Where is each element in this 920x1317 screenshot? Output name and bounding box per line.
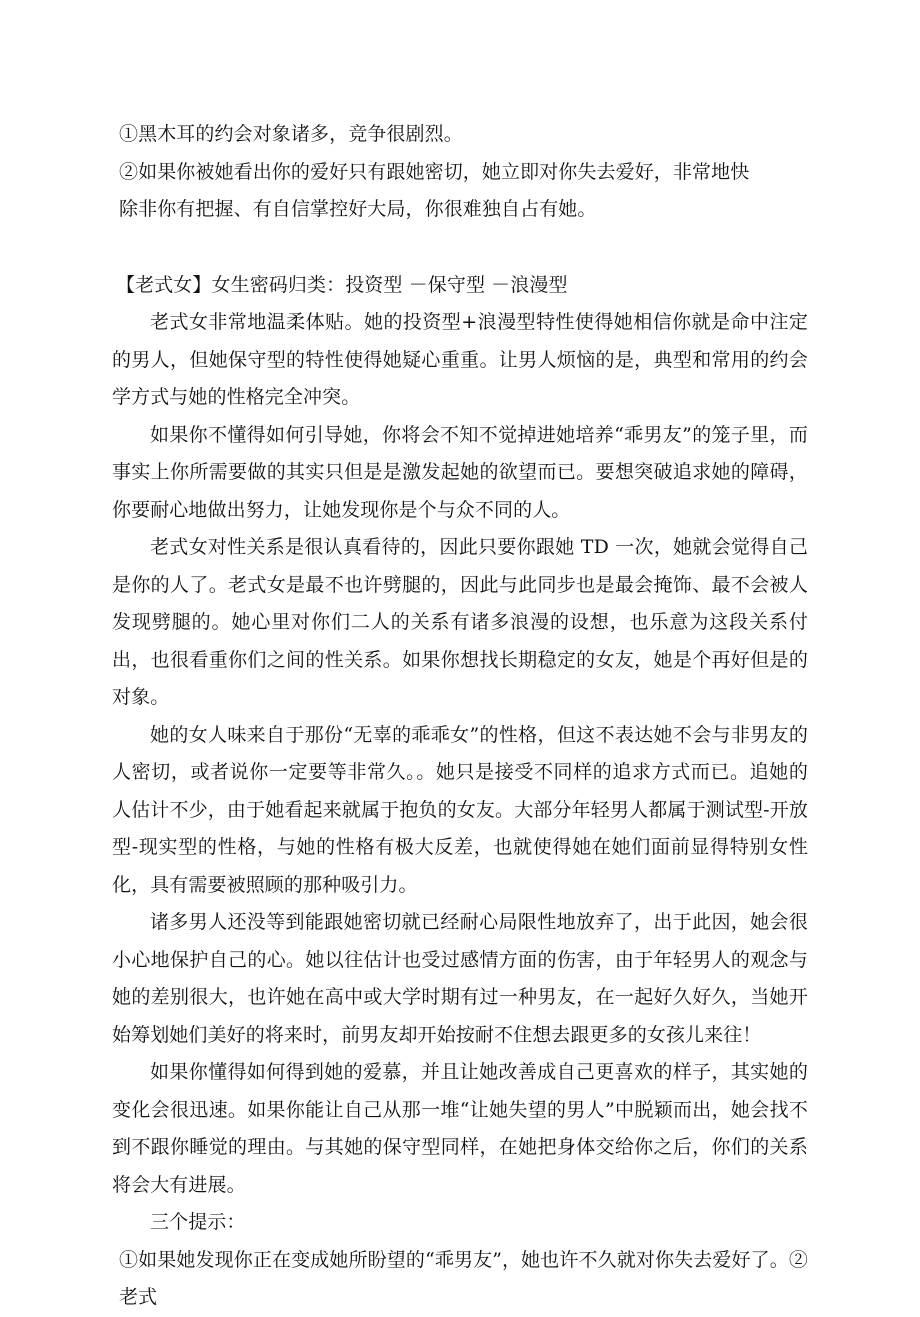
paragraph-4: 她的女人味来自于那份“无辜的乖乖女”的性格，但这不表达她不会与非男友的人密切，或者说你一定要等非常久。。她只是接受不同样的追求方式而已。追她的人估计不少，由于她看起来就属于抱负的女友。大部分年轻男人都属于测试型-开放型-现实型的性格，与她的性格有极大反差，也就使得她在她们面前显得特别女性化，具有需要被照顾的那种吸引力。: [112, 723, 808, 896]
intro-line-2: ②如果你被她看出你的爱好只有跟她密切，她立即对你失去爱好，非常地快: [119, 160, 750, 183]
intro-line-3: 除非你有把握、有自信掌控好大局，你很难独自占有她。: [119, 198, 597, 220]
section-spacer: [112, 229, 808, 267]
paragraph-6: 如果你懂得如何得到她的爱慕，并且让她改善成自己更喜欢的样子，其实她的变化会很迅速。如果你能让自己从那一堆“让她失望的男人”中脱颖而出，她会找不到不跟你睡觉的理由。与其她的保守型同样，在她把身体交给你之后，你们的关系将会大有进展。: [112, 1061, 808, 1196]
document-body: [112, 116, 808, 1317]
paragraph-5: 诸多男人还没等到能跟她密切就已经耐心局限性地放弃了，出于此因，她会很小心地保护自己的心。她以往估计也受过感情方面的伤害，由于年轻男人的观念与她的差别很大，也许她在高中或大学时期有过一种男友，在一起好久好久，当她开始筹划她们美好的将来时，前男友却开始按耐不住想去跟更多的女孩儿来往！: [112, 911, 808, 1046]
paragraph-3: 老式女对性关系是很认真看待的，因此只要你跟她 TD 一次，她就会觉得自己是你的人了。老式女是最不也许劈腿的，因此与此同步也是最会掩饰、最不会被人发现劈腿的。她心里对你们二人的关系有诸多浪漫的设想，也乐意为这段关系付出，也很看重你们之间的性关系。如果你想找长期稳定的女友，她是个再好但是的对象。: [112, 536, 808, 708]
section-heading: 【老式女】女生密码归类：投资型 －保守型 －浪漫型: [116, 273, 568, 296]
tips-line-1: ①如果她发现你正在变成她所盼望的“乖男友”，她也许不久就对你失去爱好了。②老式: [119, 1248, 808, 1308]
tips-heading: 三个提示：: [150, 1211, 246, 1233]
intro-line-1: ①黑木耳的约会对象诸多，竞争很剧烈。: [119, 123, 463, 145]
paragraph-1: 老式女非常地温柔体贴。她的投资型+浪漫型特性使得她相信你就是命中注定的男人，但她保守型的特性使得她疑心重重。让男人烦恼的是，典型和常用的约会学方式与她的性格完全冲突。: [112, 311, 808, 408]
paragraph-2: 如果你不懂得如何引导她，你将会不知不觉掉进她培养“乖男友”的笼子里，而事实上你所需要做的其实只但是是激发起她的欲望而已。要想突破追求她的障碍，你要耐心地做出努力，让她发现你是个与众不同的人。: [112, 423, 808, 521]
